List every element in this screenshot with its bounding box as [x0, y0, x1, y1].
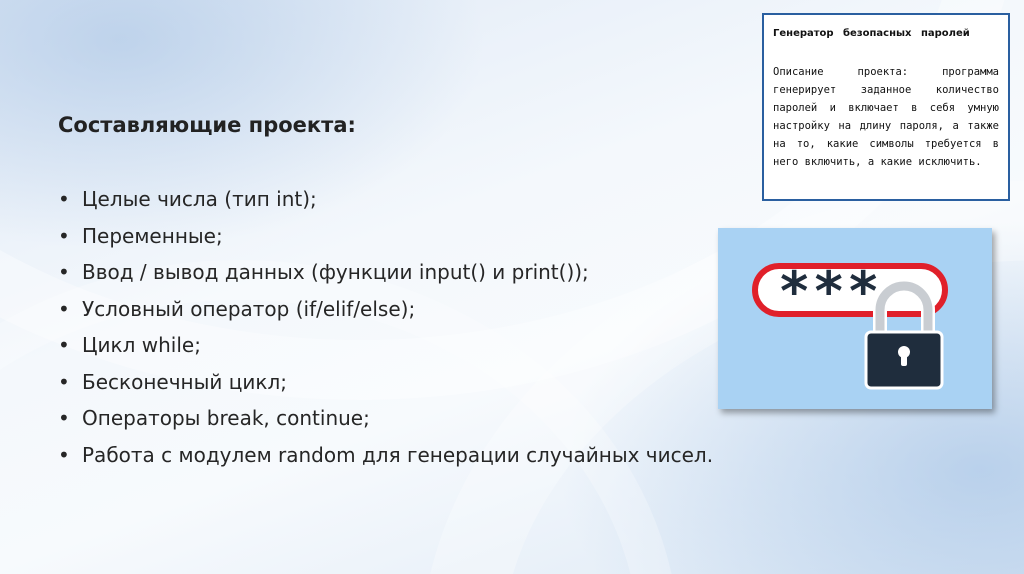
bullet-icon: • [58, 369, 70, 394]
bullet-item [58, 400, 713, 437]
password-lock-illustration [718, 228, 992, 409]
bullet-item [58, 181, 713, 218]
info-box-description: Описание проекта: программа генерирует заданное количество паролей и включает в себя умную настройку на длину пароля, а также на то, какие символы требуется в него включить, а какие исключить. [773, 66, 999, 168]
password-lock-icon [718, 228, 992, 409]
bullet-icon: • [58, 260, 70, 284]
bullet-icon: • [58, 187, 70, 211]
bullet-item [58, 327, 713, 364]
keyhole-slot [901, 352, 907, 366]
bullet-text: Работа с модулем random для генерации случайных чисел. [82, 442, 714, 467]
bullet-item [58, 291, 713, 328]
bullet-icon: • [58, 442, 70, 467]
bullet-icon: • [58, 333, 70, 357]
bullet-text: Переменные; [82, 223, 223, 248]
bullet-item [58, 218, 713, 255]
bullet-icon: • [58, 223, 70, 248]
bullet-text: Бесконечный цикл; [82, 369, 287, 394]
bullet-text: Ввод / вывод данных (функции input() и print()); [82, 260, 589, 284]
slide-heading: Составляющие проекта: [58, 113, 356, 137]
bullet-icon: • [58, 406, 70, 430]
info-box-title: Генератор безопасных паролей [773, 28, 970, 39]
bullet-text: Условный оператор (if/elif/else); [82, 296, 416, 321]
bullet-text: Целые числа (тип int); [82, 187, 317, 211]
bullet-item [58, 254, 713, 291]
bullet-list [58, 181, 713, 473]
bullet-item [58, 437, 713, 474]
bullet-text: Операторы break, continue; [82, 406, 370, 430]
masked-password-text: *** [778, 260, 882, 323]
bullet-item [58, 364, 713, 401]
project-info-box [762, 13, 1010, 201]
bullet-text: Цикл while; [82, 333, 201, 357]
bullet-icon: • [58, 296, 70, 321]
